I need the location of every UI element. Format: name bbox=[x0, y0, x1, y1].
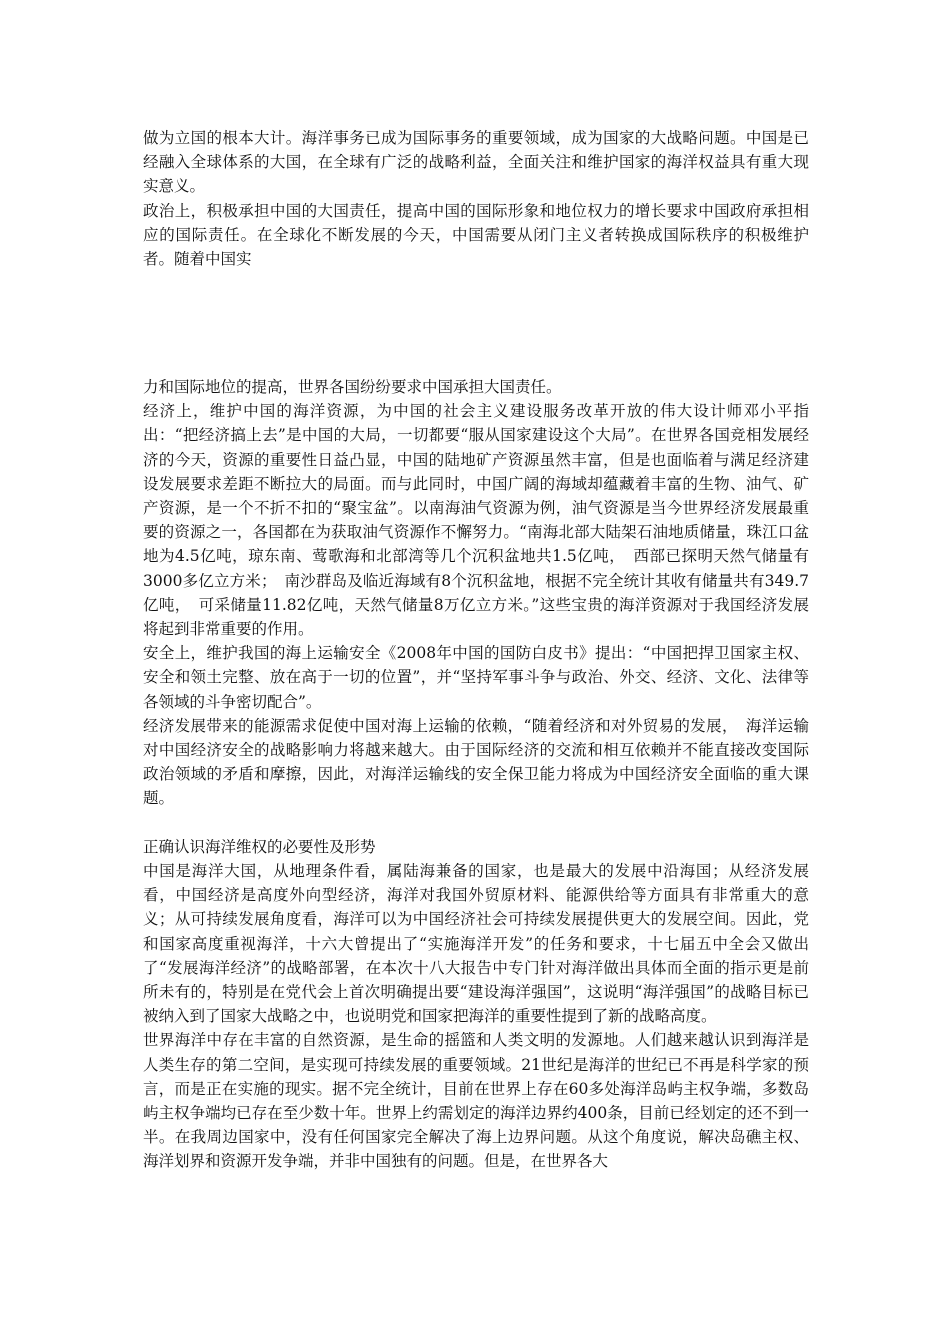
paragraph-economic: 经济上，维护中国的海洋资源，为中国的社会主义建设服务改革开放的伟大设计师邓小平指出：“把经济搞上去”是中国的大局，一切都要“服从国家建设这个大局”。在世界各国竞相发展经济的今天，资源的重要性日益凸显，中国的陆地矿产资源虽然丰富，但是也面临着与满足经济建设发展要求差距不断拉大的局面。而与此同时，中国广阔的海域却蕴藏着丰富的生物、油气、矿产资源，是一个不折不扣的“聚宝盆”。以南海油气资源为例，油气资源是当今世界经济发展最重要的资源之一，各国都在为获取油气资源作不懈努力。“南海北部大陆架石油地质储量，珠江口盆地为4.5亿吨，琼东南、莺歌海和北部湾等几个沉积盆地共1.5亿吨， 西部已探明天然气储量有3000多亿立方米； 南沙群岛及临近海域有8个沉积盆地，根据不完全统计其收有储量共有349.7亿吨， 可采储量11.82亿吨，天然气储量8万亿立方米。”这些宝贵的海洋资源对于我国经济发展将起到非常重要的作用。 bbox=[143, 402, 809, 639]
section-heading: 正确认识海洋维权的必要性及形势 bbox=[143, 837, 376, 856]
paragraph-continuation: 力和国际地位的提高，世界各国纷纷要求中国承担大国责任。 bbox=[143, 378, 562, 396]
paragraph-world-ocean: 世界海洋中存在丰富的自然资源，是生命的摇篮和人类文明的发源地。人们越来越认识到海洋是人类生存的第二空间，是实现可持续发展的重要领域。21世纪是海洋的世纪已不再是科学家的预言，而是正在实施的现实。据不完全统计，目前在世界上存在60多处海洋岛屿主权争端，多数岛屿主权争端均已存在至少数十年。世界上约需划定的海洋边界约400条，目前已经划定的还不到一半。在我周边国家中，没有任何国家完全解决了海上边界问题。从这个角度说，解决岛礁主权、海洋划界和资源开发争端，并非中国独有的问题。但是，在世界各大 bbox=[143, 1031, 809, 1171]
text-block-main bbox=[143, 375, 809, 1174]
text-block-top bbox=[143, 126, 809, 271]
paragraph-political: 政治上，积极承担中国的大国责任，提高中国的国际形象和地位权力的增长要求中国政府承担相应的国际责任。在全球化不断发展的今天，中国需要从闭门主义者转换成国际秩序的积极维护者。随着中国实 bbox=[143, 201, 809, 269]
paragraph-security: 安全上，维护我国的海上运输安全《2008年中国的国防白皮书》提出：“中国把捍卫国家主权、安全和领土完整、放在高于一切的位置”，并“坚持军事斗争与政治、外交、经济、文化、法律等各领域的斗争密切配合”。 bbox=[143, 644, 809, 711]
paragraph-energy-transport: 经济发展带来的能源需求促使中国对海上运输的依赖，“随着经济和对外贸易的发展， 海洋运输对中国经济安全的战略影响力将越来越大。由于国际经济的交流和相互依赖并不能直接改变国际政治领域的矛盾和摩擦，因此，对海洋运输线的安全保卫能力将成为中国经济安全面临的重大课题。 bbox=[143, 716, 809, 808]
paragraph-maritime-power: 中国是海洋大国，从地理条件看，属陆海兼备的国家，也是最大的发展中沿海国；从经济发展看，中国经济是高度外向型经济，海洋对我国外贸原材料、能源供给等方面具有非常重大的意义；从可持续发展角度看，海洋可以为中国经济社会可持续发展提供更大的发展空间。因此，党和国家高度重视海洋，十六大曾提出了“实施海洋开发”的任务和要求，十七届五中全会又做出了“发展海洋经济”的战略部署，在本次十八大报告中专门针对海洋做出具体而全面的指示更是前所未有的，特别是在党代会上首次明确提出要“建设海洋强国”，这说明“海洋强国”的战略目标已被纳入到了国家大战略之中，也说明党和国家把海洋的重要性提到了新的战略高度。 bbox=[143, 862, 809, 1026]
blank-line bbox=[143, 811, 809, 835]
paragraph-national-strategy: 做为立国的根本大计。海洋事务已成为国际事务的重要领域，成为国家的大战略问题。中国是已经融入全球体系的大国，在全球有广泛的战略利益，全面关注和维护国家的海洋权益具有重大现实意义。 bbox=[143, 129, 809, 196]
